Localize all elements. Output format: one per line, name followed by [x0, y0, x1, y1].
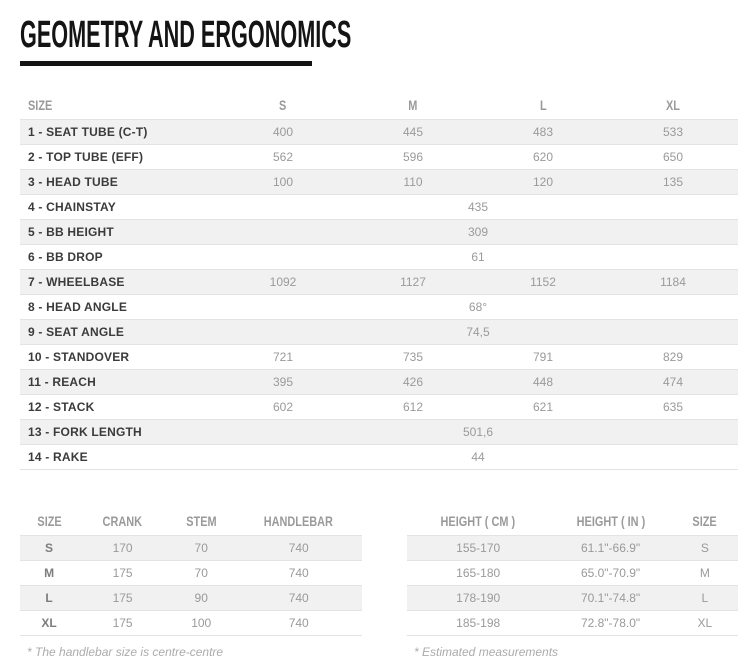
geometry-page: [20, 16, 738, 659]
geometry-value: 1092: [269, 274, 297, 289]
geometry-value: 791: [532, 349, 554, 364]
components-table-body: [20, 536, 362, 636]
sizing-column-label: SIZE: [692, 513, 718, 530]
geometry-row: [20, 194, 738, 219]
geometry-value: 474: [662, 374, 684, 389]
sizing-row: [407, 611, 738, 636]
geometry-column-label: XL: [666, 97, 680, 114]
geometry-row: [20, 319, 738, 344]
page-title-block: [20, 16, 738, 66]
geometry-row: [20, 344, 738, 369]
geometry-value: 533: [662, 124, 684, 139]
geometry-value: 829: [662, 349, 684, 364]
geometry-table: [20, 92, 738, 470]
geometry-value-shared: 61: [471, 249, 485, 264]
sizing-cell: 61.1"-66.9": [580, 541, 641, 555]
page-title: GEOMETRY AND ERGONOMICS: [20, 14, 352, 56]
sizing-row: [407, 536, 738, 561]
geometry-row-label: 10 - STANDOVER: [28, 349, 130, 364]
geometry-column-label: M: [408, 97, 418, 114]
geometry-row: [20, 294, 738, 319]
geometry-value: 721: [272, 349, 294, 364]
geometry-row-label: 1 - SEAT TUBE (C-T): [28, 124, 148, 139]
geometry-row-label: 5 - BB HEIGHT: [28, 224, 114, 239]
geometry-value-shared: 74,5: [466, 324, 490, 339]
components-cell: 740: [288, 541, 309, 555]
sizing-row: [407, 586, 738, 611]
components-column-header: [235, 508, 362, 536]
components-cell: 740: [288, 616, 309, 630]
components-column-header: [167, 508, 235, 536]
components-table-block: [20, 508, 362, 660]
geometry-column-header: [608, 92, 738, 119]
sizing-cell: 72.8"-78.0": [580, 616, 641, 630]
geometry-value: 400: [272, 124, 294, 139]
geometry-row: [20, 244, 738, 269]
sizing-column-label: HEIGHT ( IN ): [576, 513, 645, 530]
sizing-cell: S: [700, 541, 709, 555]
sizing-header-row: [407, 508, 738, 536]
components-cell: 100: [191, 616, 212, 630]
components-column-label: HANDLEBAR: [264, 513, 334, 530]
geometry-value: 621: [532, 399, 554, 414]
geometry-row-label: 14 - RAKE: [28, 449, 88, 464]
geometry-value: 120: [532, 174, 554, 189]
sizing-cell: 165-180: [456, 566, 501, 580]
geometry-value: 448: [532, 374, 554, 389]
components-cell: 175: [112, 566, 133, 580]
components-header-row: [20, 508, 362, 536]
geometry-value: 650: [662, 149, 684, 164]
geometry-column-header: [218, 92, 348, 119]
geometry-column-label: SIZE: [28, 97, 53, 114]
geometry-row: [20, 169, 738, 194]
geometry-table-body: [20, 119, 738, 469]
components-column-header: [20, 508, 78, 536]
components-column-label: SIZE: [36, 513, 62, 530]
geometry-value: 562: [272, 149, 294, 164]
components-footnote: * The handlebar size is centre-centre: [27, 645, 224, 659]
geometry-value: 1127: [400, 274, 426, 289]
components-cell: 70: [194, 541, 208, 555]
sizing-cell: 185-198: [456, 616, 501, 630]
geometry-value-shared: 435: [467, 199, 489, 214]
geometry-value: 445: [402, 124, 424, 139]
components-cell: 90: [194, 591, 208, 605]
components-row: [20, 561, 362, 586]
components-column-label: STEM: [186, 513, 217, 530]
geometry-value: 135: [662, 174, 684, 189]
components-column-header: [78, 508, 167, 536]
components-row: [20, 536, 362, 561]
geometry-row: [20, 119, 738, 144]
geometry-row: [20, 444, 738, 469]
geometry-value: 1152: [530, 274, 556, 289]
components-cell: XL: [41, 616, 57, 630]
geometry-row-label: 4 - CHAINSTAY: [28, 199, 116, 214]
geometry-value-shared: 44: [471, 449, 485, 464]
bottom-tables-section: [20, 508, 738, 660]
components-cell: S: [45, 541, 54, 555]
geometry-row-label: 7 - WHEELBASE: [28, 274, 125, 289]
geometry-value-shared: 68°: [468, 299, 488, 314]
geometry-value: 110: [403, 174, 423, 189]
geometry-value: 483: [532, 124, 554, 139]
components-cell: 170: [112, 541, 133, 555]
geometry-value-shared: 309: [467, 224, 489, 239]
sizing-cell: XL: [697, 616, 713, 630]
geometry-row: [20, 144, 738, 169]
sizing-column-header: [407, 508, 549, 536]
components-cell: 740: [288, 591, 309, 605]
geometry-column-label: S: [279, 97, 287, 114]
geometry-column-header: [348, 92, 478, 119]
components-table: [20, 508, 362, 637]
components-cell: L: [45, 591, 53, 605]
geometry-row-label: 13 - FORK LENGTH: [28, 424, 142, 439]
components-cell: 175: [112, 616, 133, 630]
geometry-table-header: [20, 92, 738, 119]
sizing-footnote: * Estimated measurements: [414, 645, 559, 659]
components-cell: 175: [112, 591, 133, 605]
components-cell: 70: [194, 566, 208, 580]
sizing-cell: L: [701, 591, 709, 605]
geometry-value: 635: [662, 399, 684, 414]
geometry-value: 100: [272, 174, 294, 189]
sizing-cell: 155-170: [456, 541, 501, 555]
sizing-table-block: [407, 508, 738, 660]
sizing-column-header: [672, 508, 738, 536]
geometry-value: 426: [402, 374, 424, 389]
geometry-column-header: [20, 92, 218, 119]
sizing-table-body: [407, 536, 738, 636]
geometry-row: [20, 269, 738, 294]
geometry-row: [20, 419, 738, 444]
sizing-cell: 178-190: [456, 591, 501, 605]
geometry-column-header: [478, 92, 608, 119]
geometry-row: [20, 394, 738, 419]
geometry-column-label: L: [539, 97, 547, 114]
geometry-header-row: [20, 92, 738, 119]
geometry-row-label: 3 - HEAD TUBE: [28, 174, 118, 189]
geometry-row-label: 8 - HEAD ANGLE: [28, 299, 128, 314]
geometry-value: 395: [272, 374, 294, 389]
geometry-row: [20, 219, 738, 244]
geometry-row: [20, 369, 738, 394]
geometry-value: 602: [272, 399, 294, 414]
geometry-value: 620: [532, 149, 554, 164]
geometry-value: 1184: [660, 274, 686, 289]
geometry-row-label: 11 - REACH: [28, 374, 97, 389]
sizing-cell: M: [699, 566, 710, 580]
geometry-row-label: 6 - BB DROP: [28, 249, 103, 264]
geometry-value: 612: [402, 399, 424, 414]
components-row: [20, 611, 362, 636]
geometry-row-label: 2 - TOP TUBE (EFF): [28, 149, 144, 164]
components-cell: M: [44, 566, 55, 580]
title-underline: [20, 61, 312, 66]
geometry-value-shared: 501,6: [462, 424, 494, 439]
components-cell: 740: [288, 566, 309, 580]
sizing-cell: 70.1"-74.8": [580, 591, 641, 605]
components-row: [20, 586, 362, 611]
sizing-table: [407, 508, 738, 637]
sizing-cell: 65.0"-70.9": [580, 566, 641, 580]
geometry-row-label: 9 - SEAT ANGLE: [28, 324, 125, 339]
sizing-row: [407, 561, 738, 586]
sizing-column-header: [549, 508, 671, 536]
sizing-column-label: HEIGHT ( CM ): [440, 513, 516, 530]
geometry-value: 596: [402, 149, 424, 164]
geometry-row-label: 12 - STACK: [28, 399, 95, 414]
components-column-label: CRANK: [102, 513, 143, 530]
geometry-value: 735: [402, 349, 424, 364]
